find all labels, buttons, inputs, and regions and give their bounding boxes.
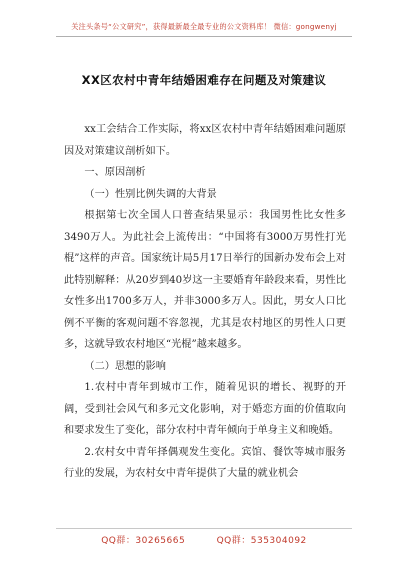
header-divider — [56, 36, 352, 37]
ideology-paragraph-2: 2.农村女中青年择偶观发生变化。宾馆、餐饮等城市服务行业的发展，为农村女中青年提供了大量的就业机会 — [64, 446, 346, 479]
document-title: XX区农村中青年结婚困难存在问题及对策建议 — [81, 73, 327, 87]
footer-qq-group-2: QQ群：535304092 — [216, 536, 307, 546]
footer-contacts — [0, 533, 408, 546]
footer-divider — [56, 528, 352, 529]
document-body — [64, 119, 346, 485]
gender-ratio-paragraph: 根据第七次全国人口普查结果显示：我国男性比女性多3490万人。为此社会上流传出：“中国将有3000万男性打光棍”这样的声音。国家统计局5月17日举行的国新办发布会上对此特别解释：从20岁到40岁这一主要婚育年龄段来看，男性比女性多出1700多万人，并非3000多万人。因此，男女人口比例不平衡的客观问题不容忽视，尤其是农村地区的男性人口更多，这就导致农村地区“光棍”越来越多。 — [64, 210, 346, 350]
subsection-heading-ideology: （二）思想的影响 — [84, 360, 166, 372]
header-promo-text: 关注头条号“公文研究”，获得最新最全最专业的公文资料库！ 微信：gongwenyj — [71, 22, 337, 31]
subsection-heading-gender-ratio: （一）性别比例失调的大背景 — [84, 188, 217, 200]
footer-qq-group-1: QQ群：30265665 — [101, 536, 186, 546]
intro-paragraph: xx工会结合工作实际，将xx区农村中青年结婚困难问题原因及对策建议剖析如下。 — [64, 124, 346, 157]
ideology-paragraph-1: 1.农村中青年到城市工作，随着见识的增长、视野的开阔，受到社会风气和多元文化影响，对于婚恋方面的价值取向和要求发生了变化，部分农村中青年倾向于单身主义和晚婚。 — [64, 382, 346, 436]
section-heading-causes: 一、原因剖析 — [84, 167, 146, 178]
